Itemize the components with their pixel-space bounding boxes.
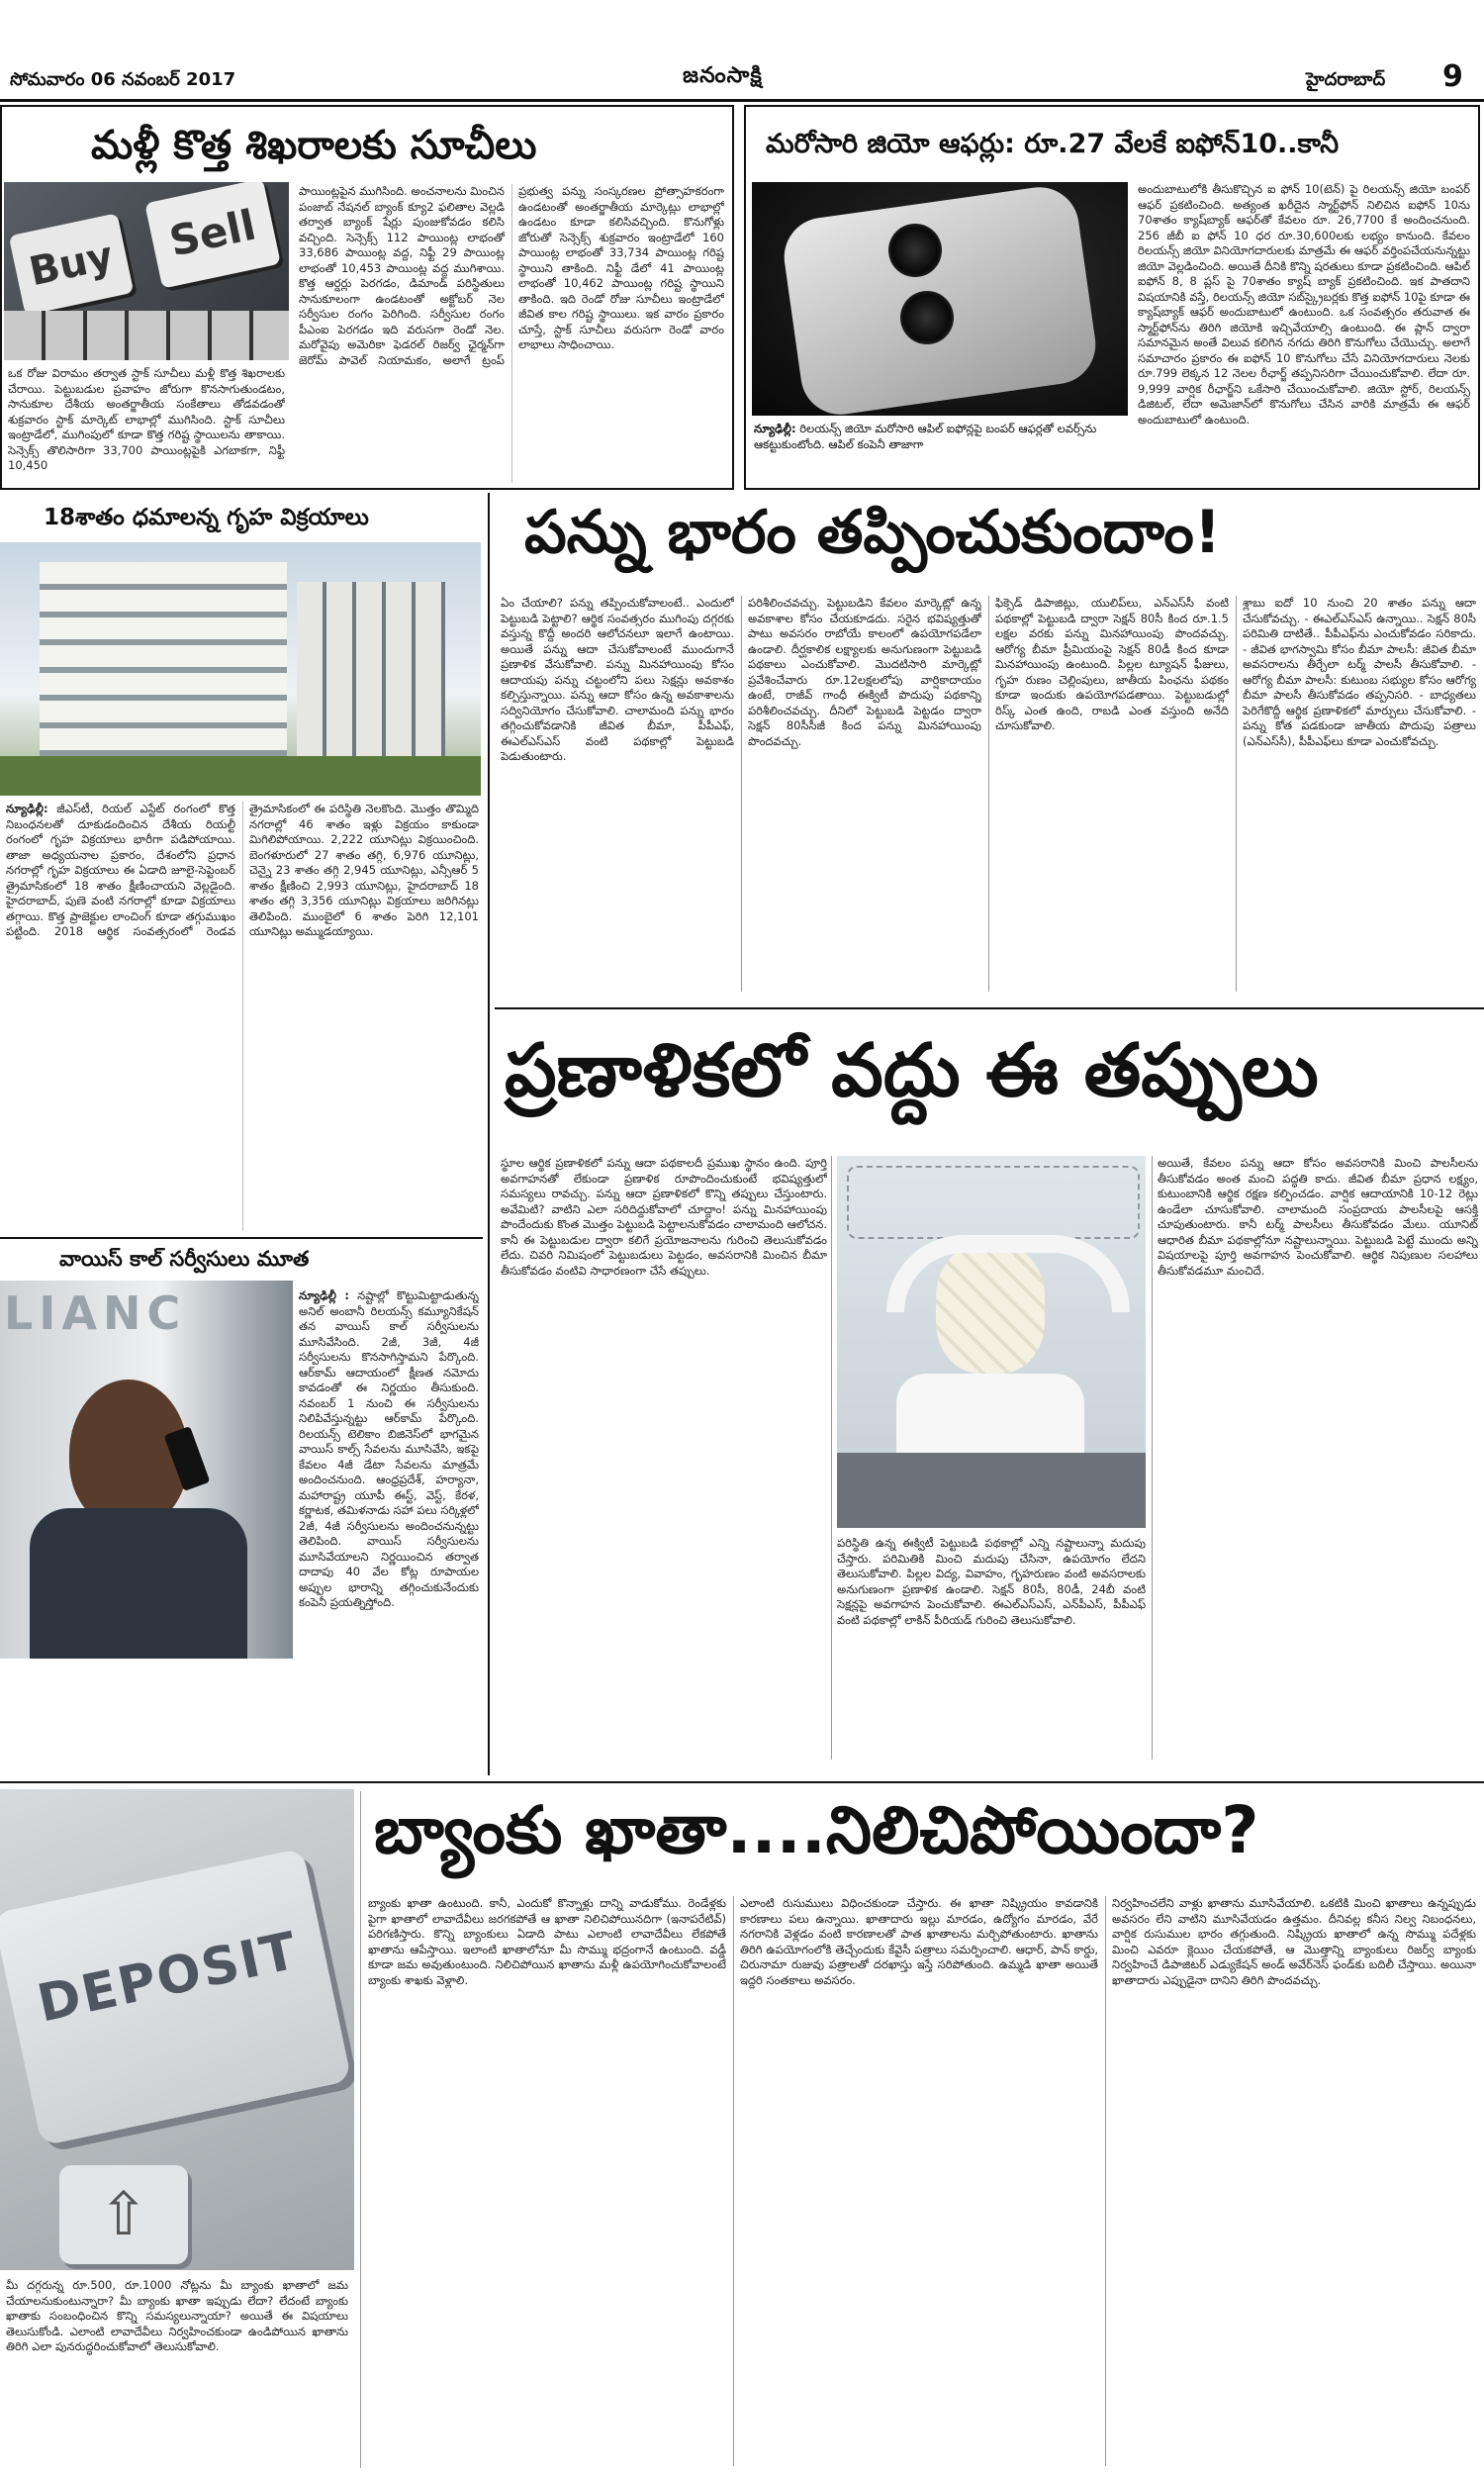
housing-dateline: న్యూఢిల్లీ:: [6, 802, 48, 815]
mistakes-col-2: పరిస్థితి ఉన్న ఈక్విటీ పెట్టుబడి పథకాల్లో ఎన్ని నష్టాలున్నా మదుపు చేస్తారు. పరిమితికి మించి మదుపు చేసినా, ఉపయోగం లేదని తెలుసుకోవాలి. పిల్లల విద్య, వివాహం, గృహరుణం వంటి అవసరాలకు అనుగుణంగా ప్రణాళిక ఉండాలి. సెక్షన్ 80సీ, 80డీ, 24బీ వంటి సెక్షన్లపై అవగాహన పెంచుకోవాలి. ఈఎల్ఎస్ఎస్, ఎన్‌పీఎస్, పీపీఎఫ్ వంటి పథకాల్లో లాకిన్ పీరియడ్ గురించి తెలుసుకోవాలి.: [837, 1536, 1146, 1627]
headline-tax: పన్ను భారం తప్పించుకుందాం!: [524, 498, 1222, 567]
section-rule: [0, 1237, 483, 1239]
photo-deposit-key: [0, 1789, 354, 2270]
story-voice-calls: [0, 1237, 483, 1775]
headline-jio: మరోసారి జియో ఆఫర్లు: రూ.27 వేలకే ఐఫోన్10..కానీ: [766, 129, 1340, 159]
photo-iphone-x: [752, 182, 1128, 416]
photo-apartment-building: [0, 542, 481, 796]
camera-lens-2: [900, 291, 954, 344]
col-rule: [1236, 596, 1237, 992]
page-column-divider: [488, 493, 490, 1775]
paper-name: జనంసాక్షి: [683, 63, 763, 88]
tax-col-1: ఏం చేయాలి? పన్ను తప్పించుకోవాలంటే.. ఎందులో పెట్టుబడి పెట్టాలి? ఆర్థిక సంవత్సరం ముగింపు దగ్గరకు వస్తున్న కొద్దీ అందరి ఆలోచనలూ ఇలాగే ఉంటాయి. అయితే పన్ను ఆదా చేసుకోవాలంటే ముందుగానే ప్రణాళిక వేసుకోవాలి. పన్ను మినహాయింపు కోసం ఆదాయపు పన్ను చట్టంలోని పలు సెక్షన్లు అవకాశం కల్పిస్తున్నాయి. పన్ను ఆదా కోసం ఉన్న అవకాశాలను సద్వినియోగం చేసుకోవాలి. చాలామంది పన్ను భారం తగ్గించుకోవడానికి జీవిత బీమా, పీపీఎఫ్, ఈఎల్ఎస్ఎస్ వంటి పథకాల్లో పెట్టుబడి పెడుతుంటారు.: [501, 596, 734, 764]
story-housing: [0, 505, 483, 1235]
jio-body: అందుబాటులోకి తీసుకొచ్చిన ఐ ఫోన్ 10(టెన్) పై రిలయన్స్ జియో బంపర్ ఆఫర్ ప్రకటించింది. అత్యంత ఖరీదైన స్మార్ట్‌ఫోన్ నిలిచిన ఐఫోన్ 10ను 70శాతం క్యాష్‌బ్యాక్ ఆఫర్‌తో కేవలం రూ. 26,7700 కే అందించనుంది. 256 జీబీ ఐ ఫోన్ 10 ధర రూ.30,600లకు లభ్యం కానుంది. కేవలం రిలయన్స్ జియో వినియోగదారులకు మాత్రమే ఈ ఆఫర్ వర్తింపచేయనున్నట్టు జియో వెల్లడించింది. అయితే దీనికి కొన్ని షరతులు కూడా ప్రకటించింది. ఆపిల్ ఐఫోన్ 8, 8 ప్లస్ పై 70శాతం క్యాష్ బ్యాక్ ప్రకటించింది. ఇక పాతదాని విషయానికి వస్తే, రిలయన్స్ జియో సబ్‌స్క్రైబర్లకు కొత్త ఐఫోన్ 10పై కూడా ఈ క్యాష్‌బ్యాక్ ఆఫర్ అందుబాటులో ఉంటుంది. ఒక సంవత్సరం తరువాత ఈ స్మార్ట్‌ఫోన్‌ను తిరిగి జియోకి ఇచ్చివేయాల్సి ఉంటుంది. ఈ ప్లాన్ ద్వారా సమానమైన అంతే విలువ కలిగిన నగదు తిరిగి కొనుగోలు చేయొచ్చు. అలాగే సమాచారం ప్రకారం ఈ ఐఫోన్ 10 కొనుగోలు చేసే వినియోగదారులు నెలకు రూ.799 లెక్కన 12 నెలల రీఛార్జ్ తప్పనిసరిగా చేయించుకోవాలి. లేదా రూ. 9,999 వార్షిక రీఛార్జ్‌ని ఒకేసారి చేయించుకోవాలి. జియో స్టోర్, రిలయన్స్ డిజిటల్, లేదా అమెజాన్‌లో కొనుగోలు చేసిన వారికి మాత్రమే ఈ ఆఫర్ అందుబాటులో ఉంటుంది.: [1138, 182, 1470, 427]
tax-col-3: ఫిక్సెడ్ డిపాజిట్లు, యులిప్‌లు, ఎన్ఎస్‌సీ వంటి పథకాల్లో పెట్టుబడి ద్వారా సెక్షన్ 80సీ కింద రూ.1.5 లక్షల వరకు పన్ను మినహాయింపు పొందవచ్చు. ఆరోగ్య బీమా ప్రీమియంపై సెక్షన్ 80డీ కింద కూడా మినహాయింపు ఉంటుంది. పిల్లల ట్యూషన్ ఫీజులు, గృహ రుణం చెల్లింపులు, జాతీయ పింఛను పథకం కూడా ఇందుకు ఉపయోగపడతాయి. పెట్టుబడుల్లో రిస్క్ ఎంత ఉంది, రాబడి ఎంత వస్తుంది అనేది చూసుకోవాలి.: [995, 596, 1229, 733]
masthead: [0, 0, 1484, 102]
sensex-body: పాయింట్లపైన ముగిసింది. అంచనాలను మించిన పంజాబ్ నేషనల్ బ్యాంక్ క్యూ2 ఫలితాల వెల్లడి తర్వాత బ్యాంక్ షేర్లు పుంజుకోవడం కలిసి వచ్చింది. సెన్సెక్స్ 112 పాయింట్ల లాభంతో 33,686 పాయింట్ల వద్ద, నిఫ్టీ 29 పాయింట్ల లాభంతో 10,453 పాయింట్ల వద్ద ముగిశాయి. కొత్త ఆర్డర్లు పెరగడం, డిమాండ్ పరిస్థితులు సానుకూలంగా ఉండటంతో అక్టోబర్ నెల సర్వీసుల రంగం పెరిగింది. సర్వీసుల రంగం పీఎంఐ పెరగడం ఇది వరుసగా రెండో నెల. మరోవైపు అమెరికా ఫెడరల్ రిజర్వ్ ఛైర్మన్‌గా జెరోమ్ పావెల్ నియామకం, అలాగే ట్రంప్ ప్రభుత్వ పన్ను సంస్కరణల ప్రోత్సాహకరంగా ఉండటంతో అంతర్జాతీయ మార్కెట్లు లాభాల్లో ఉండటం కూడా కలిసివచ్చింది. కొనుగోళ్లు జోరుతో సెన్సెక్స్ శుక్రవారం ఇంట్రాడేలో 160 పాయింట్ల లాభంతో 33,734 పాయింట్ల గరిష్ట స్థాయిని తాకింది. నిఫ్టీ డేలో 41 పాయింట్ల లాభంతో 10,462 పాయింట్ల గరిష్ట స్థాయిని తాకింది. ఇది రెండో రోజు సూచీలు ఇంట్రాడేలో జీవిత కాల గరిష్ట స్థాయిలు. ఇక వారం ప్రకారం చూస్తే, స్టాక్ సూచీలు వరుసగా రెండో వారం లాభాలు సాధించాయి.: [299, 184, 724, 367]
story-sensex: [0, 105, 734, 490]
headline-housing: 18శాతం ధమాలన్న గృహ విక్రయాలు: [44, 505, 369, 530]
photo-buy-sell-keyboard: [4, 182, 289, 360]
key-buy: [9, 213, 135, 315]
keyboard-keys: [4, 311, 289, 360]
story-jio: [744, 105, 1480, 490]
arrow-key: ⇧: [59, 2165, 188, 2264]
key-buy-label: Buy: [25, 233, 118, 296]
man-arms: [886, 1235, 1130, 1312]
building-main: [40, 562, 287, 770]
deposit-key: [0, 1848, 351, 2145]
col-rule: [741, 596, 742, 992]
key-sell: [144, 182, 281, 289]
tax-col-4: శ్లాబు ఐదో 10 నుంచి 20 శాతం పన్ను ఆదా చేసుకోవచ్చు. - ఈఎల్ఎస్ఎస్ ఉన్నాయి.. సెక్షన్ 80సీ పరిమితి దాటితే.. పీపీఎఫ్‌ను ఎంచుకోవడం సరికాదు. - జీవిత భాగస్వామి కోసం బీమా పాలసీ: జీవిత బీమా అవసరాలను తీర్చేలా టర్మ్ పాలసీ తీసుకోవాలి. - ఆరోగ్య బీమా పాలసీ: కుటుంబ సభ్యుల కోసం ఆరోగ్య బీమా పాలసీ తీసుకోవడం తప్పనిసరి. - బాధ్యతలు పెరిగేకొద్దీ ఆర్థిక ప్రణాళికలో మార్పులు చేసుకోవాలి. - పన్ను కోత పడకుండా జాతీయ పొదుపు పత్రాలు (ఎన్ఎస్‌సీ), పీపీఎఫ్‌లు కూడా ఎంచుకోవచ్చు.: [1243, 596, 1476, 748]
sensex-lead: ఒక రోజు విరామం తర్వాత స్టాక్ సూచీలు మళ్లీ కొత్త శిఖరాలకు చేరాయి. పెట్టుబడుల ప్రవాహం జోరుగా కొనసాగుతుండటం, సానుకూల దేశీయ అంతర్జాతీయ సంకేతాలు తోడవడంతో శుక్రవారం స్టాక్ మార్కెట్ లాభాల్లో ముగిసింది. స్టాక్ సూచీలు ఇంట్రాడేలో, ముగింపులో కూడా కొత్త గరిష్ట స్థాయిలను తాకాయి. సెన్సెక్స్ తొలిసారిగా 33,700 పాయింట్లపైకి ఎగబాకగా, నిఫ్టీ 10,450: [8, 366, 285, 473]
bank-col-2: ఎలాంటి రుసుములు విధించకుండా చేస్తారు. ఈ ఖాతా నిష్క్రియం కావడానికి కారణాలు పలు ఉన్నాయి. ఖాతాదారు ఇల్లు మారడం, ఉద్యోగం మారడం, వేరే నగరానికి వెళ్లడం వంటి కారణాలతో పాత ఖాతాలను మర్చిపోతుంటారు. ఖాతాను తిరిగి ఉపయోగంలోకి తెచ్చేందుకు కేవైసీ పత్రాలు సమర్పించాలి. ఆధార్, పాన్ కార్డు, చిరునామా రుజువు పత్రాలతో దరఖాస్తు ఇస్తే సరిపోతుంది. ఉమ్మడి ఖాతా అయితే ఇద్దరి సంతకాలు అవసరం.: [740, 1896, 1098, 1987]
edition-city: హైదరాబాద్: [1306, 69, 1386, 90]
col-rule: [360, 1791, 361, 2468]
col-rule: [831, 1156, 832, 1760]
mistakes-col-3: అయితే, కేవలం పన్ను ఆదా కోసం అవసరానికి మించి పాలసీలను తీసుకోవడం అంత మంచి పద్ధతి కాదు. జీవిత బీమా ప్రధాన లక్ష్యం, కుటుంబానికి ఆర్థిక రక్షణ కల్పించడం. వార్షిక ఆదాయానికి 10-12 రెట్లు ఉండేలా చూసుకోవాలి. చాలామంది సంప్రదాయ పాలసీలపై ఆసక్తి చూపుతుంటారు. కానీ టర్మ్ పాలసీలు తీసుకోవడం మేలు. యూనిట్ ఆధారిత బీమా పథకాల్లోనూ నష్టాలున్నాయి. పెట్టుబడి పెట్టే ముందు అన్ని విషయాలపై పూర్తి అవగాహన పెంచుకోవాలి. ఆర్థిక నిపుణుల సలహాలు తీసుకోవడమూ మంచిదే.: [1158, 1156, 1478, 1278]
trees: [0, 756, 481, 796]
headline-bank: బ్యాంకు ఖాతా....నిలిచిపోయిందా?: [374, 1792, 1259, 1868]
col-rule: [1152, 1156, 1153, 1760]
bank-col-3: నిర్వహించలేని వాళ్లు ఖాతాను మూసివేయాలి. ఒకటికి మించి ఖాతాలు ఉన్నప్పుడు అవసరం లేని వాటిని మూసివేయడం ఉత్తమం. దీనివల్ల కనీస నిల్వ నిబంధనలు, వార్షిక రుసుముల భారం తగ్గుతుంది. నిష్క్రియ ఖాతాలో ఉన్న సొమ్ము పదేళ్లకు మించి ఎవరూ క్లెయిం చేయకపోతే, ఆ మొత్తాన్ని బ్యాంకులు రిజర్వ్ బ్యాంకు నిర్వహించే డిపాజిటర్ ఎడ్యుకేషన్ అండ్ అవేర్‌నెస్ ఫండ్‌కు బదిలీ చేస్తాయి. అయినా ఖాతాదారు ఎప్పుడైనా దానిని తిరిగి పొందవచ్చు.: [1112, 1896, 1476, 1987]
jio-dateline: న్యూఢిల్లీ:: [754, 422, 796, 435]
mistakes-col-1: స్థూల ఆర్థిక ప్రణాళికలో పన్ను ఆదా పథకాలదీ ప్రముఖ స్థానం ఉంది. పూర్తి అవగాహనతో లేకుండా ప్రణాళిక రూపొందించుకుంటే భవిష్యత్తులో సమస్యలు రావచ్చు. పన్ను ఆదా ప్రణాళికలో కొన్ని తప్పులు చేస్తుంటారు. అవేమిటి? వాటిని ఎలా సరిదిద్దుకోవాలో చూద్దాం! పన్ను మినహాయింపు పొందేందుకు కొంత మొత్తం పెట్టుబడి పెట్టాలనుకోవడం చాలామంది ఆలోచన. కానీ ఈ పెట్టుబడుల ద్వారా కలిగే ప్రయోజనాలను గురించి తెలుసుకోవడం లేదు. చివరి నిమిషంలో పెట్టుబడులు పెట్టడం, అవసరానికి మించిన బీమా తీసుకోవడం వంటివి సాధారణంగా చేసే తప్పులు.: [501, 1156, 827, 1278]
bank-col-1: బ్యాంకు ఖాతా ఉంటుంది. కానీ, ఎందుకో కొన్నాళ్లు దాన్ని వాడుకోము. రెండేళ్లకు పైగా ఖాతాలో లావాదేవీలు జరగకపోతే ఆ ఖాతా నిలిచిపోయినదిగా (ఇనాపరేటివ్) పరిగణిస్తారు. కొన్ని బ్యాంకులు ఏడాది పాటు ఎలాంటి లావాదేవీలు లేకపోతే ఖాతాను ఆపేస్తాయి. ఇలాంటి ఖాతాలోనూ మీ సొమ్ము భద్రంగానే ఉంటుంది. వడ్డీ కూడా జమ అవుతుంటుంది. నిలిచిపోయిన ఖాతాను మళ్లీ ఉపయోగించుకోవాలంటే బ్యాంకు శాఖకు వెళ్లాలి.: [368, 1896, 726, 1987]
wall-logo-text: LIANC: [4, 1286, 187, 1340]
page-number: 9: [1442, 59, 1463, 94]
housing-body: [6, 802, 479, 1231]
jio-caption-text: రిలయన్స్ జియో మరోసారి ఆపిల్ ఐఫోన్లపై బంపర్ ఆఫర్లతో లవర్స్‌ను ఆకట్టుకుంటోంది. ఆపిల్ కంపెనీ తాజాగా: [754, 422, 1097, 451]
story-tax: [495, 493, 1484, 1003]
headline-sensex: మళ్లీ కొత్త శిఖరాలకు సూచీలు: [91, 123, 537, 168]
story-bank-account: [0, 1781, 1484, 2474]
laptop: [837, 1453, 1146, 1528]
tax-col-2: పరిశీలించవచ్చు. పెట్టుబడిని కేవలం మార్కెట్లో ఉన్న అవకాశాల కోసం చేయకూడదు. సరైన భవిష్యత్తుతో పాటు అవసరం రాబోయే కాలంలో ఉపయోగపడేలా ఉండాలి. దీర్ఘకాలిక లక్ష్యాలకు అనుగుణంగా పెట్టుబడి పథకాలు ఎంచుకోవాలి. మొదటిసారి మార్కెట్లో ప్రవేశించేవారు రూ.12లక్షలలోపు వార్షికాదాయం ఉంటే, రాజీవ్ గాంధీ ఈక్విటీ పొదుపు పథకాన్ని పరిశీలించవచ్చు. దీనిలో పెట్టుబడి పెట్టడం ద్వారా సెక్షన్ 80సీసీజీ కింద పన్ను మినహాయింపు పొందవచ్చు.: [748, 596, 981, 748]
voice-body: [6, 1288, 479, 1769]
building-side: [297, 582, 445, 770]
col-rule: [733, 1896, 734, 2466]
section-rule: [0, 1781, 1484, 1783]
story-mistakes: [495, 1007, 1484, 1775]
key-sell-label: Sell: [164, 200, 260, 266]
housing-text: జీఎస్‌టీ, రియల్ ఎస్టేట్ రంగంలో కొత్త నిబంధనలతో దూకుడందించిన దేశీయ రియల్టీ రంగంలో గృహ విక్రయాలు భారీగా పడిపోయాయి. తాజా అధ్యయనాల ప్రకారం, దేశంలోని ప్రధాన నగరాల్లో గృహ విక్రయాలు ఈ ఏడాది జూలై-సెప్టెంబర్ త్రైమాసికంలో 18 శాతం క్షీణించాయని వెల్లడైంది. హైదరాబాద్, పుణె వంటి నగరాల్లో కూడా విక్రయాలు తగ్గాయి. కొత్త ప్రాజెక్టుల లాంచింగ్ కూడా తగ్గుముఖం పట్టింది. 2018 ఆర్థిక సంవత్సరంలో రెండవ త్రైమాసికంలో ఈ పరిస్థితి నెలకొంది. మొత్తం తొమ్మిది నగరాల్లో 46 శాతం ఇళ్లు విక్రయం కాకుండా మిగిలిపోయాయి. 2,222 యూనిట్లు విక్రయించింది. బెంగళూరులో 27 శాతం తగ్గి, 6,976 యూనిట్లు, చెన్నై 23 శాతం తగ్గి 2,945 యూనిట్లు, ఎన్సీఆర్ 5 శాతం క్షీణించి 2,993 యూనిట్లు, హైదరాబాద్ 18 శాతం తగ్గి 3,356 యూనిట్లు విక్రయాలు జరిగినట్లు తెలిపింది. ముంబైలో 6 శాతం పెరిగి 12,101 యూనిట్లు అమ్ముడయ్యాయి.: [6, 802, 479, 939]
issue-date: సోమవారం 06 నవంబర్ 2017: [10, 69, 236, 90]
camera-lens-1: [888, 224, 942, 277]
photo-stressed-man-sticky-notes: [837, 1156, 1146, 1528]
chalk-drawings: [847, 1166, 1140, 1239]
voice-text: నష్టాల్లో కొట్టుమిట్టాడుతున్న అనిల్ అంబానీ రిలయన్స్ కమ్యూనికేషన్ తన వాయిస్ కాల్ సర్వీసులను మూసివేసింది. 2జీ, 3జీ, 4జీ సర్వీసులను కొనసాగిస్తామని పేర్కొంది. ఆర్‌కామ్ ఆదాయంలో క్షీణత నమోదు కావడంతో ఈ నిర్ణయం తీసుకుంది. నవంబర్ 1 నుంచి ఈ సర్వీసులను నిలిపివేస్తున్నట్టు ఆర్‌కామ్ పేర్కొంది. రిలయన్స్ టెలికాం బిజినెస్‌లో భాగమైన వాయిస్ కాల్స్ సేవలను మూసివేసి, ఇకపై కేవలం 4జీ డేటా సేవలను మాత్రమే అందించనుంది. ఆంధ్రప్రదేశ్, హర్యానా, మహారాష్ట్ర యూపీ ఈస్ట్, వెస్ట్, కేరళ, కర్ణాటక, తమిళనాడు సహా పలు సర్కిళ్లలో 2జీ, 4జీ సర్వీసులను అందించనున్నట్టు తెలిపింది. వాయిస్ సర్వీసులను మూసివేయాలని నిర్ణయించిన తర్వాత దాదాపు 40 వేల కోట్ల రూపాయల అప్పుల భారాన్ని తగ్గించుకునేందుకు కంపెనీ ప్రయత్నిస్తోంది.: [299, 1288, 479, 1610]
jio-caption: [754, 422, 1128, 481]
col-rule: [988, 596, 989, 992]
bank-lead: మీ దగ్గరున్న రూ.500, రూ.1000 నోట్లను మీ బ్యాంకు ఖాతాలో జమ చేయాలనుకుంటున్నారా? మీ బ్యాంకు ఖాతా ఇప్పుడు లేదా? లేదంటే బ్యాంకు ఖాతాకు సంబంధించిన కొన్ని సమస్యలున్నాయా? అయితే ఈ విషయాలు తెలుసుకోండి. ఎలాంటి లావాదేవీలు నిర్వహించకుండా ఉండిపోయిన ఖాతాను తిరిగి ఎలా పునరుద్ధరించుకోవాలో తెలుసుకోవాలి.: [6, 2278, 348, 2354]
voice-dateline: న్యూఢిల్లీ :: [299, 1288, 350, 1302]
headline-mistakes: ప్రణాళికలో వద్దు ఈ తప్పులు: [505, 1028, 1319, 1113]
col-rule: [1105, 1896, 1106, 2466]
deposit-key-label: DEPOSIT: [32, 1921, 304, 2035]
section-rule: [495, 1007, 1484, 1009]
headline-voice-calls: వాయిస్ కాల్ సర్వీసులు మూత: [59, 1247, 310, 1271]
